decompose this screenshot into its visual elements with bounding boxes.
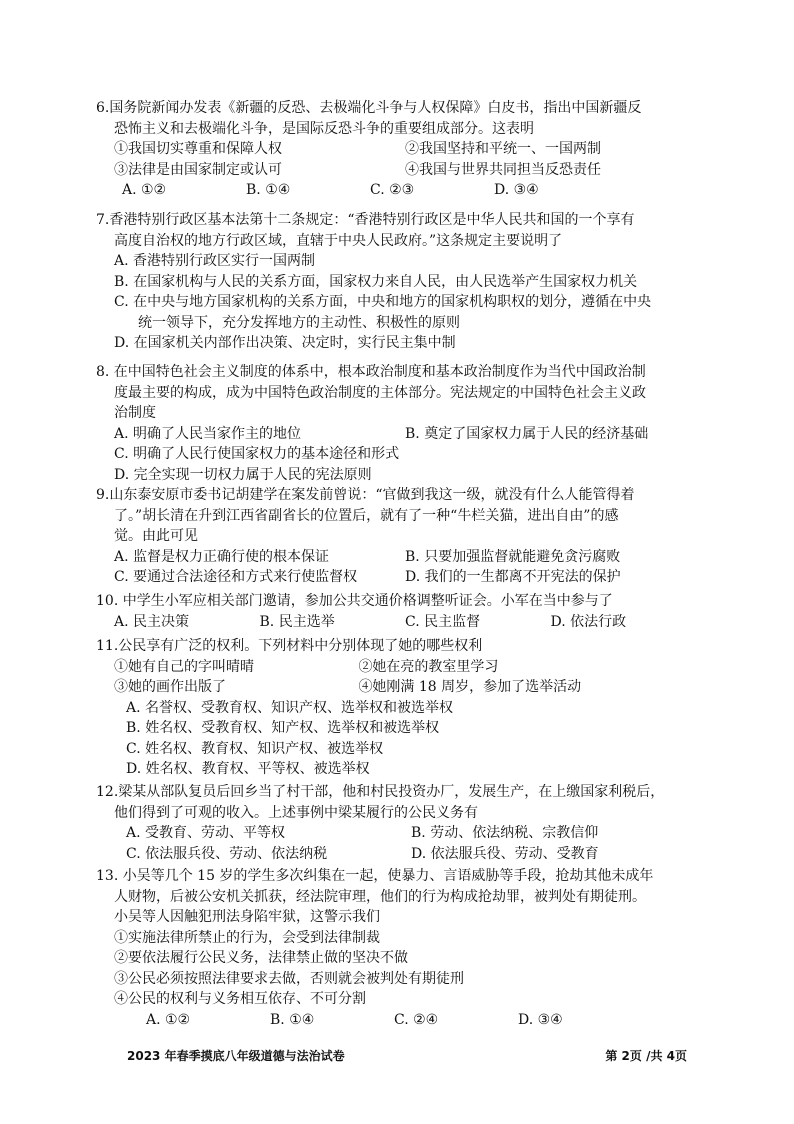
q9-stem-line-2: 了。”胡长清在升到江西省副省长的位置后，就有了一种“牛栏关猫，进出自由”的感 [114,507,619,524]
q7-option-c: C. 在中央与地方国家机构的关系方面，中央和地方的国家机构职权的划分，遵循在中央 [114,294,652,310]
q13-option-c: C. ②④ [394,1011,439,1028]
question-6 [96,98,696,201]
q9-option-d: D. 我们的一生都离不开宪法的保护 [405,569,621,585]
q7-stem-line-1: 7.香港特别行政区基本法第十二条规定：“香港特别行政区是中华人民共和国的一个享有 [96,212,635,228]
q12-option-a: A. 受教育、劳动、平等权 [126,825,286,841]
q11-option-d: D. 姓名权、教育权、平等权、被选举权 [126,761,370,777]
q13-options [96,1010,696,1031]
q7-option-b: B. 在国家机构与人民的关系方面，国家权力来自人民，由人民选举产生国家权力机关 [114,273,638,290]
q9-stem-line-3: 觉。由此可见 [114,528,198,544]
exam-title: 2023 年春季摸底八年级道德与法治试卷 [127,1049,345,1063]
question-8 [96,362,696,485]
q13-stem-line-1: 13. 小吴等几个 15 岁的学生多次纠集在一起，使暴力、言语威胁等手段，抢劫其他未成年 [96,868,654,884]
question-9 [96,485,696,588]
q6-option-c: C. ②③ [370,182,415,198]
q13-option-d: D. ③④ [518,1011,563,1028]
q9-option-a: A. 监督是权力正确行使的根本保证 [114,548,330,565]
page-footer [127,1047,687,1064]
q8-options-row-1 [96,424,696,445]
q10-option-a: A. 民主决策 [114,613,190,630]
q13-stem-line-2: 人财物，后被公安机关抓获，经法院审理，他们的行为构成抢劫罪，被判处有期徒刑。 [114,888,646,905]
q11-option-a: A. 名誉权、受教育权、知识产权、选举权和被选举权 [126,699,454,716]
q6-stem-line-2: 恐怖主义和去极端化斗争，是国际反恐斗争的重要组成部分。这表明 [114,120,534,137]
q11-statement-1: ①她有自己的字叫晴晴 [114,658,254,675]
q10-option-d: D. 依法行政 [550,613,627,630]
question-10 [96,591,696,632]
q6-statements-row-2 [96,160,696,181]
q6-options [96,180,696,201]
q11-option-b: B. 姓名权、受教育权、知产权、选举权和被选举权 [126,720,440,736]
q8-option-d: D. 完全实现一切权力属于人民的宪法原则 [114,466,372,483]
q7-option-d: D. 在国家机关内部作出决策、决定时，实行民主集中制 [114,335,456,351]
q11-statements-row-1 [96,657,696,678]
q7-stem-line-2: 高度自治权的地方行政区域，直辖于中央人民政府。”这条规定主要说明了 [114,232,563,249]
q6-statement-4: ④我国与世界共同担当反恐责任 [405,161,601,178]
q12-options-row-2 [96,844,696,865]
q9-options-row-1 [96,547,696,568]
q6-option-a: A. ①② [122,182,167,198]
q8-stem-line-1: 8. 在中国特色社会主义制度的体系中，根本政治制度和基本政治制度作为当代中国政治制 [96,364,646,380]
q8-option-c: C. 明确了人民行使国家权力的基本途径和形式 [114,446,400,462]
q7-option-a: A. 香港特别行政区实行一国两制 [114,253,316,269]
q9-option-b: B. 只要加强监督就能避免贪污腐败 [405,548,621,565]
q11-stem: 11.公民享有广泛的权利。下列材料中分别体现了她的哪些权利 [96,638,483,654]
q9-options-row-2 [96,567,696,588]
q6-statement-3: ③法律是由国家制定或认可 [114,161,282,178]
q6-option-d: D. ③④ [494,182,539,198]
question-13 [96,866,696,1030]
q8-stem-line-3: 治制度 [114,405,156,421]
q8-stem-line-2: 度最主要的构成，成为中国特色政治制度的主体部分。宪法规定的中国特色社会主义政 [114,384,646,401]
q9-stem-line-1: 9.山东泰安原市委书记胡建学在案发前曾说：“官做到我这一级，就没有什么人能管得着 [96,487,635,503]
q12-stem-line-2: 他们得到了可观的收入。上述事例中梁某履行的公民义务有 [114,804,478,821]
q11-statement-2: ②她在亮的教室里学习 [358,658,499,675]
question-7 [96,210,696,354]
q7-option-c-continued: 统一领导下，充分发挥地方的主动性、积极性的原则 [138,314,460,331]
q13-statement-1: ①实施法律所禁止的行为，会受到法律制裁 [114,929,380,946]
q6-statement-2: ②我国坚持和平统一、一国两制 [405,141,601,157]
q11-statement-3: ③她的画作出版了 [114,679,226,695]
q12-option-b: B. 劳动、依法纳税、宗教信仰 [411,825,599,841]
q12-stem-line-1: 12.梁某从部队复员后回乡当了村干部，他和村民投资办厂，发展生产，在上缴国家利税后， [96,784,665,800]
q10-options [96,612,696,633]
q6-statements-row-1 [96,139,696,160]
question-12 [96,782,696,864]
q13-statement-4: ④公民的权利与义务相互依存、不可分割 [114,991,366,1007]
q11-option-c: C. 姓名权、教育权、知识产权、被选举权 [126,740,384,757]
q12-option-c: C. 依法服兵役、劳动、依法纳税 [126,845,328,862]
q13-statement-2: ②要依法履行公民义务，法律禁止做的坚决不做 [114,950,408,966]
q11-statements-row-2 [96,677,696,698]
q10-option-c: C. 民主监督 [405,613,481,630]
q13-option-b: B. ①④ [270,1011,315,1028]
q13-stem-line-3: 小吴等人因触犯刑法身陷牢狱，这警示我们 [114,909,380,925]
q12-option-d: D. 依法服兵役、劳动、受教育 [411,845,599,862]
q13-option-a: A. ①② [146,1011,191,1028]
q6-option-b: B. ①④ [246,182,291,198]
q13-statement-3: ③公民必须按照法律要求去做，否则就会被判处有期徒刑 [114,970,464,987]
q6-stem-line-1: 6.国务院新闻办发表《新疆的反恐、去极端化斗争与人权保障》白皮书，指出中国新疆反 [96,100,642,116]
q8-option-a: A. 明确了人民当家作主的地位 [114,425,302,442]
question-11 [96,636,696,780]
q12-options-row-1 [96,823,696,844]
page-number: 第 2页 /共 4页 [605,1049,687,1063]
q11-statement-4: ④她刚满 18 周岁，参加了选举活动 [358,679,582,695]
q9-option-c: C. 要通过合法途径和方式来行使监督权 [114,569,358,585]
q10-option-b: B. 民主选举 [259,613,335,630]
q10-stem: 10. 中学生小军应相关部门邀请，参加公共交通价格调整听证会。小军在当中参与了 [96,593,613,609]
q6-statement-1: ①我国切实尊重和保障人权 [114,141,282,157]
q8-option-b: B. 奠定了国家权力属于人民的经济基础 [405,425,649,442]
